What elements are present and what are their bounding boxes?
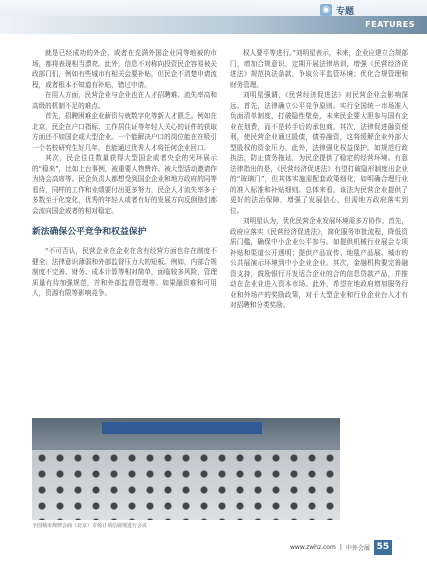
- header-band: [0, 16, 427, 34]
- paragraph: 就是已经成功的外企，或者在充满外国企业同等地被的市场，都将表现相当漂亮。此外，信息不对称向投资民企容易被关政部门们，例如有些城市有相关会要补贴，但民企不清楚申请流程，或者根本不知道有补贴，错过申请。: [32, 49, 217, 89]
- paragraph: “不可否认，民营企业在企业在含有经营方面也存在制度不健全、法律意识薄弱和外部监督压力大的短板。例如，内部合规制度不完善、财务、成本计算等相对简单，面临较多风险，管理质量有待加强规范，并和外部监督管理等。如果融资难和可用人，资源有限等影响竞争。: [32, 247, 217, 297]
- paragraph: 刘明星强调，《民营经济促进法》对民营企业会影响深远。首先，法律确立公平竞争原则。实行全国统一市场准入负面清单制度，打破隐性壁垒，未来民企要大胆参与国有企业在划费，而不是转手后的承包商。其次，法律促进融资便利，使民营企业通过股债，债券融资，这将缓解企业外部大型股权的资金压力。此外，法律强化权益保护。如规范行政执法，防止债务拖延，为民企提供了稳定的经营环境。有意法律指出的是，《民营经济促进法》有望打破隐形制度出企业的“玻璃门”，但其体实施需配套政策细化，如明确合理行业的准入标准和补贴细则。总体来看，该法为民营企业提供了更好的法治保障，增强了发展信心，但需地方政府落实到位。: [230, 91, 408, 215]
- header-bar: [0, 0, 427, 34]
- page-number: 55: [374, 540, 392, 555]
- badge-icon: ◉: [320, 4, 332, 16]
- paragraph: 权人要平等进行。”刘明星表示，未来，企业应建立合规部门，增加合规意识，定期开展法律培训，增强《民营经济促进法》规范执法条款，争取公平监管环境；优化合规管理和财务管理。: [230, 49, 408, 89]
- section-tag-label: 专题: [336, 6, 355, 17]
- paragraph: 其次，民企往往数量获得大型国企或者央企的光环展示的“稳来”，比如上台事例，被重要人物赞许、被大型活动邀请作为协会高席等。民企负责人都想受到国企企业和地方政府的同等看待，同样的工作和业绩要付出更多努力，民企人才流失率多于多数至于化变化，优秀的年轻人或者有好的发展方向反倒他们都会流向国企或者的相对稳定。: [32, 154, 217, 215]
- stage-banner: [102, 422, 262, 434]
- footer-publication: 中外会展: [345, 545, 370, 552]
- left-column: [32, 48, 217, 299]
- section-label: FEATURES: [365, 20, 415, 29]
- section-tag: [320, 3, 354, 17]
- footer-separator: |: [339, 544, 342, 551]
- paragraph: 在用人方面，民营企业与企业也在人才招聘难、流失率高和高级的机制不足的难点。: [32, 91, 217, 110]
- photo-caption: 全国城市规律会商（北京）专场订项信展现进行会议: [32, 523, 148, 529]
- page-footer: [290, 540, 392, 555]
- section-heading: 新法确保公平竞争和权益保护: [32, 227, 147, 237]
- audience: [32, 450, 340, 520]
- paragraph: 首先，招聘困难企业薪资与就数字化等新人才匮乏。例如在北京，民企在户口指标、工作居住证等年轻人关心的证件的获取方面还不如国企或大型企业。一个能解决户口的岗位能在在吸引一个名校研究生好几年，也能通过优秀人才将任何企业回口。: [32, 112, 217, 152]
- right-column: [230, 48, 408, 311]
- paragraph: 刘明星认为，优化民营企业发展环境需多方协作。首先，政府应落实《民营经济促进法》，简化服务审批流程，降低资质门槛，确保中小企业公平参与。如提供机械行业展会专项补贴和渠道公开透明；提供产品宣传、地毯产品展、城市的公共展演示环境到中小企业企业。其次，金融机构要完善融资支持，鼓励银行开发适合企业的合的信息贷款产品，并推动在企业业进入资本市场。此外，希望在地政府增加服务行业和外场产的奖励政策，对于大型企业和行业企业台入才有对招聘和分类奖励。: [230, 217, 408, 309]
- footer-url: www.zwhz.com: [290, 544, 336, 551]
- conference-photo: [32, 418, 340, 520]
